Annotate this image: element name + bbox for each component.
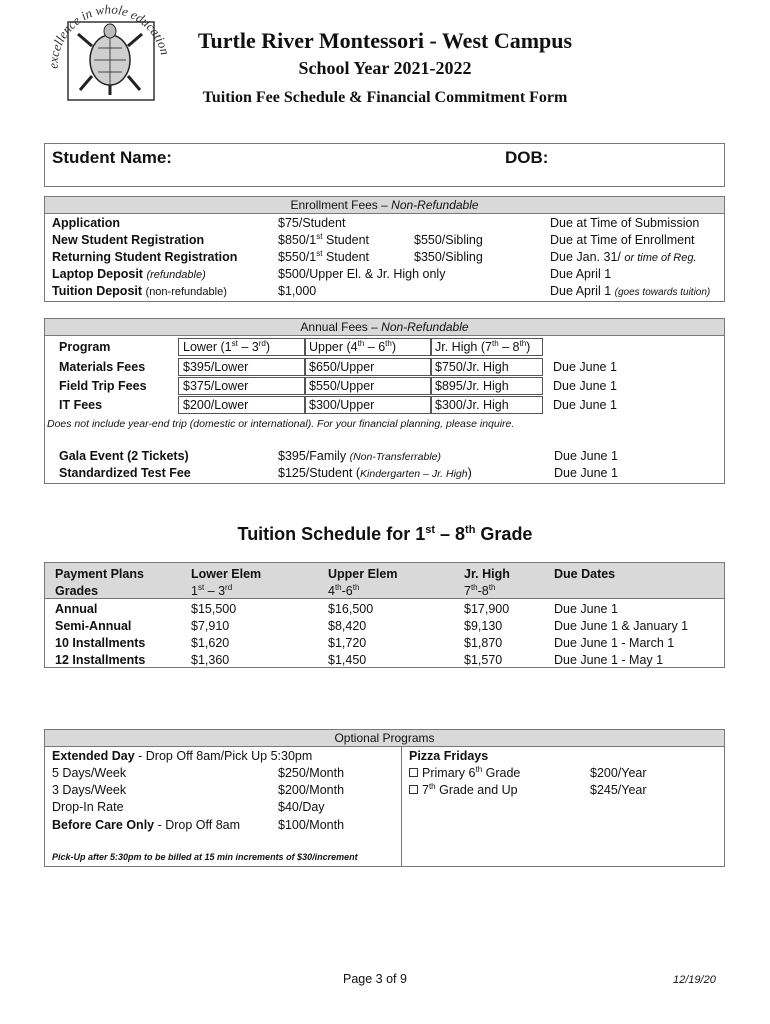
before-care: Before Care Only - Drop Off 8am [52, 818, 241, 832]
optional-programs-table [44, 729, 725, 867]
page-number: Page 3 of 9 [343, 972, 407, 986]
pizza-option-upper[interactable]: 7th Grade and Up [409, 783, 518, 797]
ext-option: 5 Days/Week [52, 766, 127, 780]
plan-upper: $1,720 [328, 636, 367, 650]
fee-due: Due April 1 (goes towards tuition) [550, 284, 711, 298]
col-lower: Lower (1st – 3rd) [178, 338, 306, 356]
plan-upper: $8,420 [328, 619, 367, 633]
ext-price: $40/Day [278, 800, 325, 814]
th-grades: Grades [55, 584, 99, 598]
fee-amount: $500/Upper El. & Jr. High only [278, 267, 446, 281]
test-fee-label: Standardized Test Fee [59, 466, 191, 480]
plan-lower: $7,910 [191, 619, 230, 633]
plan-lower: $1,360 [191, 653, 230, 667]
tuition-title: Tuition Schedule for 1st – 8th Grade [237, 524, 533, 544]
plan-jr: $17,900 [464, 602, 510, 616]
plan-upper: $1,450 [328, 653, 367, 667]
tuition-table [44, 562, 725, 668]
plan-jr: $9,130 [464, 619, 503, 633]
fee-due: Due April 1 [550, 267, 612, 281]
th-grade-lower: 1st – 3rd [191, 582, 233, 598]
gala-amount: $395/Family (Non-Transferrable) [278, 449, 441, 463]
annual-row-label: Materials Fees [59, 360, 146, 374]
annual-cell: $550/Upper [304, 377, 432, 395]
enrollment-fees-header: Enrollment Fees – Non-Refundable [45, 197, 724, 214]
th-grade-upper: 4th-6th [328, 582, 360, 598]
fee-sibling: $350/Sibling [414, 250, 483, 264]
plan-due: Due June 1 - March 1 [554, 636, 675, 650]
pickup-note: Pick-Up after 5:30pm to be billed at 15 min increments of $30/increment [52, 852, 358, 862]
fee-amount: $550/1st Student [278, 248, 370, 264]
annual-cell: $200/Lower [178, 396, 306, 414]
col-jrhigh: Jr. High (7th – 8th) [430, 338, 543, 356]
revision-date: 12/19/20 [673, 974, 716, 986]
annual-due: Due June 1 [553, 398, 617, 412]
annual-fees-header: Annual Fees – Non-Refundable [45, 319, 724, 336]
checkbox-icon[interactable] [409, 768, 418, 777]
fee-label: Laptop Deposit (refundable) [52, 267, 206, 281]
plan-due: Due June 1 - May 1 [554, 653, 664, 667]
annual-due: Due June 1 [553, 360, 617, 374]
th-grade-jr: 7th-8th [464, 582, 496, 598]
annual-cell: $750/Jr. High [430, 358, 543, 376]
ext-option: Drop-In Rate [52, 800, 124, 814]
student-name-label: Student Name: [52, 148, 172, 167]
plan-due: Due June 1 [554, 602, 618, 616]
pizza-option-primary[interactable]: Primary 6th Grade [409, 766, 520, 780]
school-year: School Year 2021-2022 [298, 58, 472, 78]
annual-row-label: Field Trip Fees [59, 379, 147, 393]
fee-sibling: $550/Sibling [414, 233, 483, 247]
fee-label: Returning Student Registration [52, 250, 238, 264]
plan-lower: $1,620 [191, 636, 230, 650]
annual-cell: $650/Upper [304, 358, 432, 376]
fee-amount: $850/1st Student [278, 231, 370, 247]
annual-fees-table [44, 318, 725, 484]
plan-upper: $16,500 [328, 602, 374, 616]
checkbox-icon[interactable] [409, 785, 418, 794]
fee-due: Due at Time of Submission [550, 216, 700, 230]
th-lower: Lower Elem [191, 567, 262, 581]
annual-note: Does not include year-end trip (domestic or international). For your financial planning, please inquire. [47, 418, 515, 430]
ext-price: $200/Month [278, 783, 345, 797]
enrollment-fees-table [44, 196, 725, 302]
gala-due: Due June 1 [554, 449, 618, 463]
before-care-price: $100/Month [278, 818, 345, 832]
plan-label: 12 Installments [55, 653, 146, 667]
annual-cell: $375/Lower [178, 377, 306, 395]
col-upper: Upper (4th – 6th) [304, 338, 432, 356]
fee-label: New Student Registration [52, 233, 205, 247]
plan-jr: $1,570 [464, 653, 503, 667]
fee-amount: $75/Student [278, 216, 346, 230]
annual-cell: $300/Upper [304, 396, 432, 414]
fee-label: Tuition Deposit (non-refundable) [52, 284, 227, 298]
plan-label: Semi-Annual [55, 619, 132, 633]
annual-cell: $895/Jr. High [430, 377, 543, 395]
ext-option: 3 Days/Week [52, 783, 127, 797]
ext-price: $250/Month [278, 766, 345, 780]
column-divider [401, 746, 402, 866]
student-info-box [44, 143, 725, 187]
th-plans: Payment Plans [55, 567, 144, 581]
plan-lower: $15,500 [191, 602, 237, 616]
svg-text:excellence in whole education: excellence in whole education [45, 1, 173, 69]
plan-jr: $1,870 [464, 636, 503, 650]
fee-due: Due Jan. 31/ or time of Reg. [550, 250, 697, 264]
plan-label: 10 Installments [55, 636, 146, 650]
gala-label: Gala Event (2 Tickets) [59, 449, 189, 463]
th-jrhigh: Jr. High [464, 567, 510, 581]
test-fee-amount: $125/Student (Kindergarten – Jr. High) [278, 466, 472, 480]
program-label: Program [59, 340, 111, 354]
annual-row-label: IT Fees [59, 398, 103, 412]
th-due: Due Dates [554, 567, 616, 581]
pizza-title: Pizza Fridays [409, 749, 489, 763]
annual-due: Due June 1 [553, 379, 617, 393]
school-title: Turtle River Montessori - West Campus [197, 28, 573, 53]
pizza-price: $200/Year [590, 766, 647, 780]
form-title: Tuition Fee Schedule & Financial Commitment Form [202, 89, 568, 106]
fee-amount: $1,000 [278, 284, 317, 298]
optional-programs-header: Optional Programs [45, 730, 724, 747]
test-fee-due: Due June 1 [554, 466, 618, 480]
plan-due: Due June 1 & January 1 [554, 619, 689, 633]
extended-day: Extended Day - Drop Off 8am/Pick Up 5:30pm [52, 749, 313, 763]
fee-label: Application [52, 216, 121, 230]
plan-label: Annual [55, 602, 98, 616]
annual-cell: $300/Jr. High [430, 396, 543, 414]
annual-cell: $395/Lower [178, 358, 306, 376]
th-upper: Upper Elem [328, 567, 398, 581]
pizza-price: $245/Year [590, 783, 647, 797]
dob-label: DOB: [505, 148, 549, 167]
fee-due: Due at Time of Enrollment [550, 233, 695, 247]
